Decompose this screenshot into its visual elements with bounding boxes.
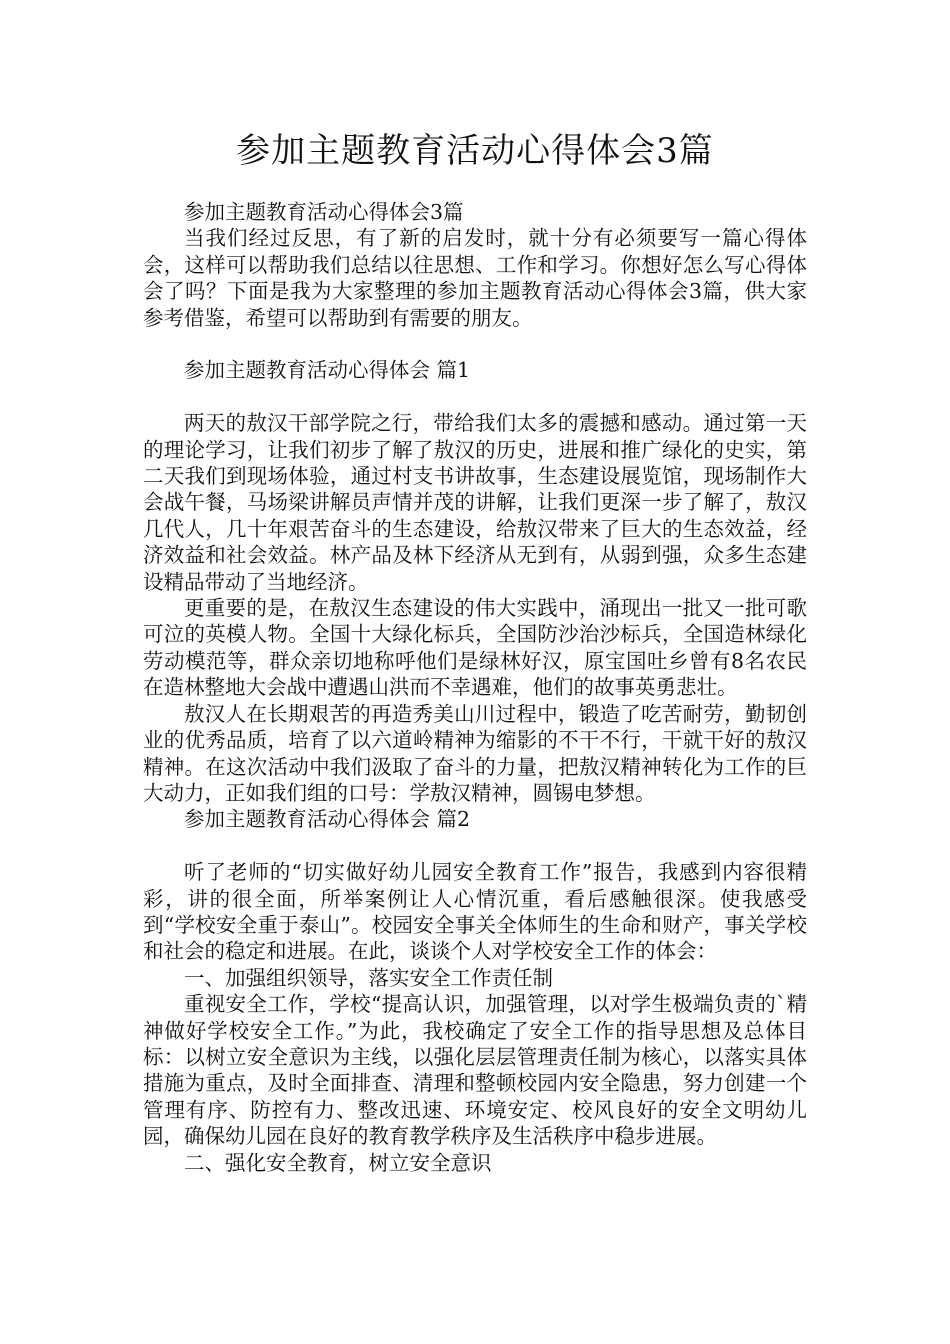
subheading-paragraph: 二、强化安全教育，树立安全意识: [184, 1150, 492, 1175]
subheading-paragraph: 一、加强组织领导，落实安全工作责任制: [184, 965, 553, 990]
paragraph-spacer: [143, 331, 807, 357]
document-title: 参加主题教育活动心得体会3篇: [236, 131, 714, 171]
intro-paragraph: 当我们经过反思，有了新的启发时，就十分有必须要写一篇心得体会，这样可以帮助我们总结以往思想、工作和学习。你想好怎么写心得体会了吗？下面是我为大家整理的参加主题教育活动心得体会3篇，供大家参考借鉴，希望可以帮助到有需要的朋友。: [143, 226, 807, 330]
body-paragraph: 两天的敖汉干部学院之行，带给我们太多的震撼和感动。通过第一天的理论学习，让我们初步了解了敖汉的历史，进展和推广绿化的史实，第二天我们到现场体验，通过村支书讲故事，生态建设展览馆，现场制作大会战午餐，马场梁讲解员声情并茂的讲解，让我们更深一步了解了，敖汉几代人，几十年艰苦奋斗的生态建设，给敖汉带来了巨大的生态效益，经济效益和社会效益。林产品及林下经济从无到有，从弱到强，众多生态建设精品带动了当地经济。: [143, 411, 807, 594]
paragraph-spacer: [143, 833, 807, 859]
document-body: [143, 199, 807, 1176]
subtitle-paragraph: 参加主题教育活动心得体会3篇: [184, 200, 464, 224]
section-heading-1: 参加主题教育活动心得体会 篇1: [184, 358, 471, 383]
body-paragraph: 更重要的是，在敖汉生态建设的伟大实践中，涌现出一批又一批可歌可泣的英模人物。全国十大绿化标兵，全国防沙治沙标兵，全国造林绿化劳动模范等，群众亲切地称呼他们是绿林好汉，原宝国吐乡曾有8名农民在造林整地大会战中遭遇山洪而不幸遇难，他们的故事英勇悲壮。: [143, 596, 807, 700]
body-paragraph: 重视安全工作，学校“提高认识，加强管理，以对学生极端负责的`精神做好学校安全工作。”为此，我校确定了安全工作的指导思想及总体目标：以树立安全意识为主线，以强化层层管理责任制为核心，以落实具体措施为重点，及时全面排查、清理和整顿校园内安全隐患，努力创建一个管理有序、防控有力、整改迅速、环境安定、校风良好的安全文明幼儿园，确保幼儿园在良好的教育教学秩序及生活秩序中稳步进展。: [143, 992, 807, 1149]
section-heading-2: 参加主题教育活动心得体会 篇2: [184, 807, 471, 832]
body-paragraph: 听了老师的“切实做好幼儿园安全教育工作”报告，我感到内容很精彩，讲的很全面，所举案例让人心情沉重，看后感触很深。使我感受到“学校安全重于泰山”。校园安全事关全体师生的生命和财产，事关学校和社会的稳定和进展。在此，谈谈个人对学校安全工作的体会：: [143, 860, 807, 964]
paragraph-spacer: [143, 384, 807, 410]
body-paragraph: 敖汉人在长期艰苦的再造秀美山川过程中，锻造了吃苦耐劳，勤韧创业的优秀品质，培育了以六道岭精神为缩影的不干不行，干就干好的敖汉精神。在这次活动中我们汲取了奋斗的力量，把敖汉精神转化为工作的巨大动力，正如我们组的口号：学敖汉精神，圆锡电梦想。: [143, 701, 807, 805]
